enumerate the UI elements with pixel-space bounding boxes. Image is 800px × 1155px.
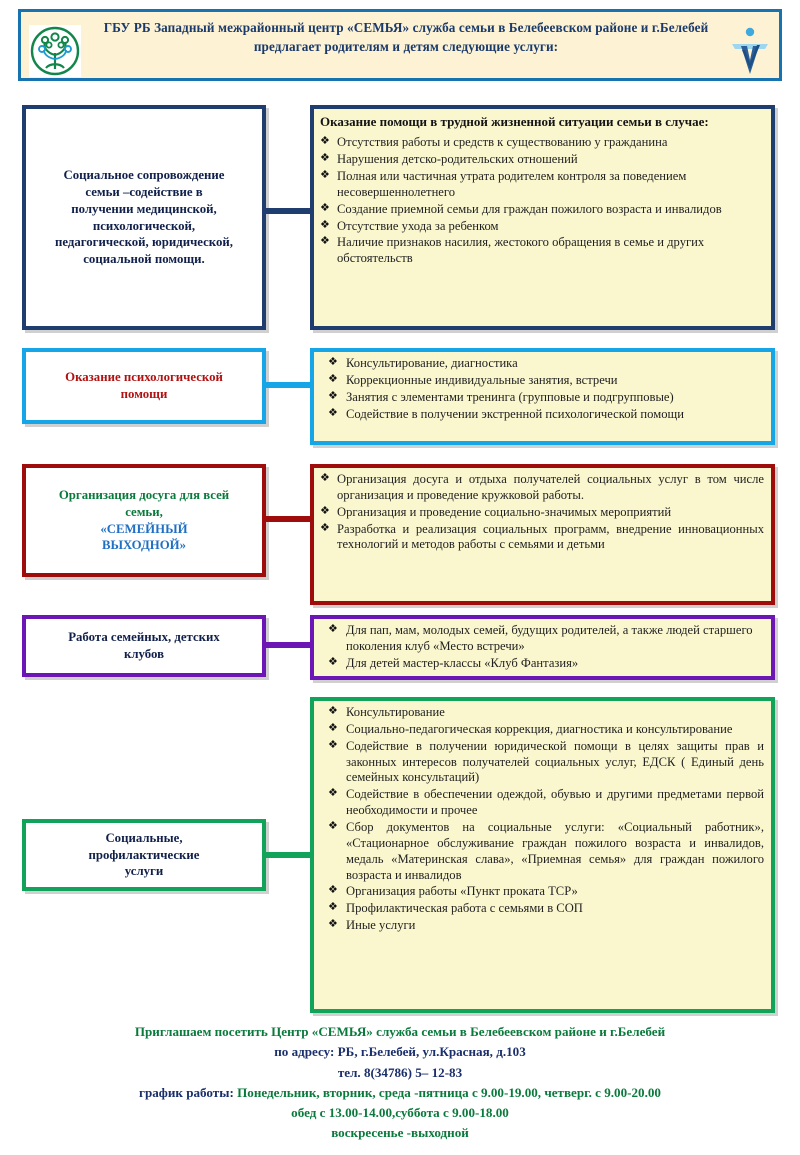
content-box-family-leisure	[310, 464, 775, 605]
list-item: ❖ Содействие в получении юридической помощи в целях защиты прав и законных интересов получателей социальных услуг, ЕДСК ( Единый день семейных консультаций)	[320, 739, 764, 787]
connector-social-support	[266, 208, 312, 214]
connector-social-preventive-services	[266, 852, 312, 858]
list-item: ❖ Для детей мастер-классы «Клуб Фантазия»	[320, 656, 764, 672]
label-text-psychological-help: Оказание психологической помощи	[65, 370, 223, 401]
connector-psychological-help	[266, 382, 312, 388]
list-item: ❖ Разработка и реализация социальных программ, внедрение инновационных технологий и методов работы с семьями и детьми	[320, 522, 764, 554]
header-title-line1: ГБУ РБ Западный межрайонный центр «СЕМЬЯ» служба семьи в Белебеевском районе и г.Белебей	[103, 20, 709, 35]
list-item: ❖ Наличие признаков насилия, жестокого обращения в семье и других обстоятельств	[320, 235, 764, 267]
footer-lunch-saturday: обед с 13.00-14.00,суббота с 9.00-18.00	[291, 1105, 509, 1121]
label-box-family-leisure	[22, 464, 266, 577]
list-item: ❖ Занятия с элементами тренинга (групповые и подгрупповые)	[320, 390, 764, 406]
list-item: ❖ Иные услуги	[320, 918, 764, 934]
footer-address: по адресу: РБ, г.Белебей, ул.Красная, д.103	[274, 1044, 526, 1060]
content-list-psychological-help	[314, 352, 771, 427]
footer-invitation: Приглашаем посетить Центр «СЕМЬЯ» служба семьи в Белебеевском районе и г.Белебей	[134, 1024, 666, 1039]
content-heading-social-support: Оказание помощи в трудной жизненной ситуации семьи в случае:	[320, 114, 709, 129]
list-item: ❖ Создание приемной семьи для граждан пожилого возраста и инвалидов	[320, 202, 764, 218]
content-list-social-support	[314, 131, 771, 272]
label-box-social-preventive-services	[22, 819, 266, 891]
content-list-family-leisure	[314, 468, 771, 558]
footer-contact-block	[0, 1022, 800, 1144]
list-item: ❖ Коррекционные индивидуальные занятия, встречи	[320, 373, 764, 389]
footer-schedule-label: график работы:	[139, 1084, 234, 1100]
list-item: ❖ Полная или частичная утрата родителем контроля за поведением несовершеннолетнего	[320, 169, 764, 201]
connector-family-leisure	[266, 516, 312, 522]
list-item: ❖ Содействие в обеспечении одеждой, обувью и другими предметами первой необходимости и прочее	[320, 787, 764, 819]
header-title-line2: предлагает родителям и детям следующие услуги:	[253, 39, 559, 55]
footer-schedule-value: Понедельник, вторник, среда -пятница с 9.00-19.00, четверг. с 9.00-20.00	[237, 1084, 661, 1100]
label-box-social-support	[22, 105, 266, 330]
list-item: ❖ Консультирование, диагностика	[320, 356, 764, 372]
list-item: ❖ Консультирование	[320, 705, 764, 721]
list-item: ❖ Организация и проведение социально-значимых мероприятий	[320, 505, 764, 521]
list-item: ❖ Отсутствия работы и средств к существованию у гражданина	[320, 135, 764, 151]
label-text-family-leisure: Организация досуга для всей семьи, «СЕМЕЙНЫЙ ВЫХОДНОЙ»	[58, 487, 230, 553]
list-item: ❖ Нарушения детско-родительских отношений	[320, 152, 764, 168]
list-item: ❖ Социально-педагогическая коррекция, диагностика и консультирование	[320, 722, 764, 738]
content-box-family-child-clubs	[310, 615, 775, 680]
footer-schedule-line	[0, 1083, 800, 1103]
content-box-social-support	[310, 105, 775, 330]
content-box-social-preventive-services	[310, 697, 775, 1013]
content-list-social-preventive-services	[314, 701, 771, 939]
connector-family-child-clubs	[266, 642, 312, 648]
list-item: ❖ Содействие в получении экстренной психологической помощи	[320, 407, 764, 423]
person-emblem-logo	[727, 24, 773, 78]
header-title	[61, 18, 751, 56]
list-item: ❖ Организация досуга и отдыха получателей социальных услуг в том числе организация и проведение кружковой работы.	[320, 472, 764, 504]
label-text-social-preventive-services: Социальные, профилактические услуги	[88, 830, 200, 879]
list-item: ❖ Профилактическая работа с семьями в СОП	[320, 901, 764, 917]
footer-phone: тел. 8(34786) 5– 12-83	[337, 1064, 463, 1080]
list-item: ❖ Отсутствие ухода за ребенком	[320, 219, 764, 235]
label-box-family-child-clubs	[22, 615, 266, 677]
label-box-psychological-help	[22, 348, 266, 424]
list-item: ❖ Для пап, мам, молодых семей, будущих родителей, а также людей старшего поколения клуб «Место встречи»	[320, 623, 764, 655]
label-text-social-support: Социальное сопровождение семьи –содействие в получении медицинской, психологической, педагогической, юридической, социальной помощи.	[55, 167, 233, 267]
list-item: ❖ Сбор документов на социальные услуги: «Социальный работник», «Стационарное обслуживание граждан пожилого возраста и инвалидов, медаль «Материнская слава», «Приемная семья» для граждан пожилого возраста и инвалидов	[320, 820, 764, 883]
label-text-family-child-clubs: Работа семейных, детских клубов	[68, 630, 220, 661]
header-banner	[18, 9, 782, 81]
content-box-psychological-help	[310, 348, 775, 445]
list-item: ❖ Организация работы «Пункт проката ТСР»	[320, 884, 764, 900]
footer-sunday-off: воскресенье -выходной	[331, 1125, 469, 1141]
content-list-family-child-clubs	[314, 619, 771, 677]
